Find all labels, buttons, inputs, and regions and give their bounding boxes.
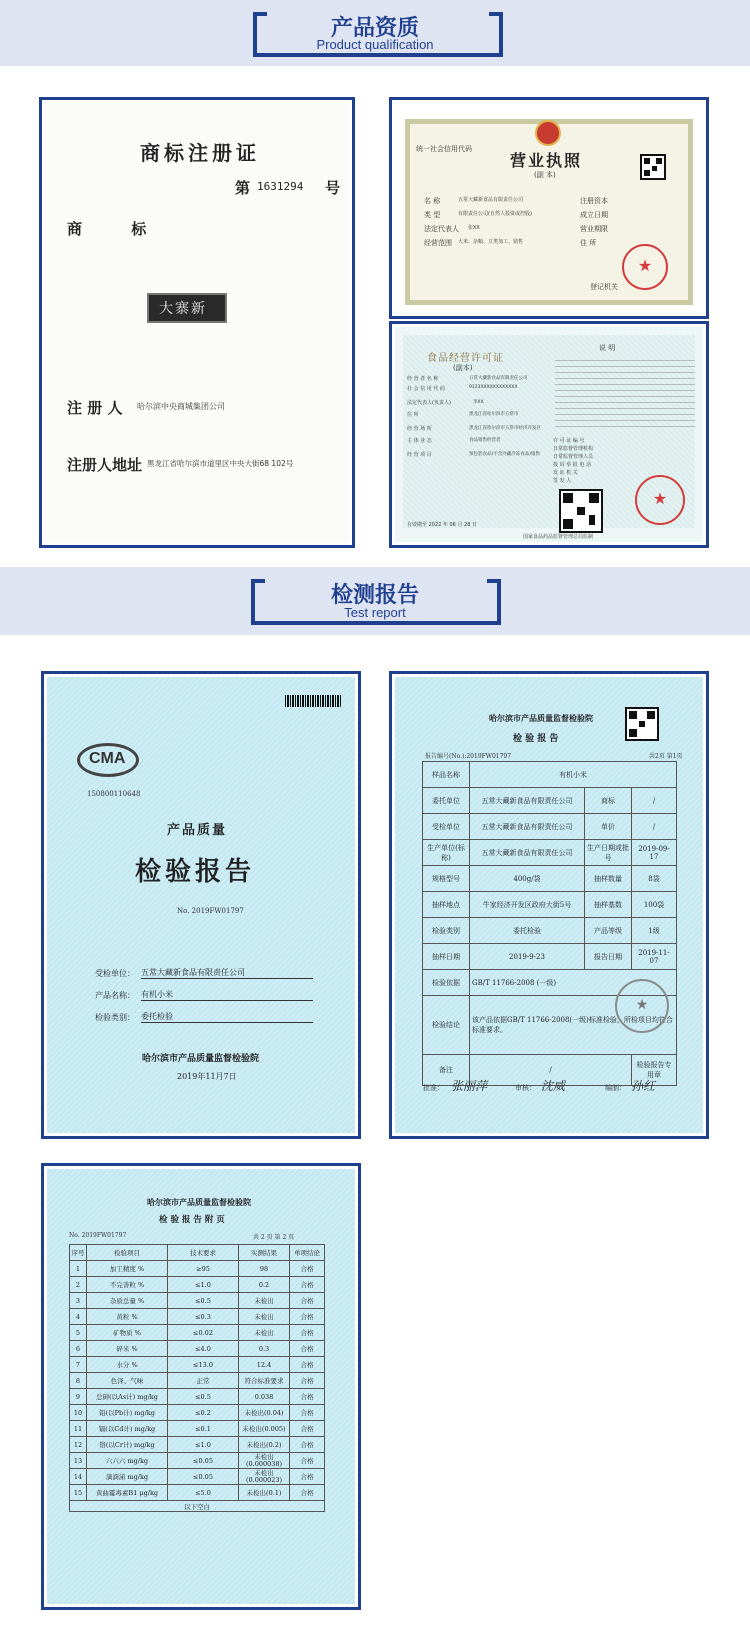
table-cell: 检验类别 xyxy=(423,918,470,944)
field-label: 法定代表人 xyxy=(424,225,459,233)
table-cell: 五常大藏新食品有限责任公司 xyxy=(470,814,585,840)
table-cell: 未检出 (0.000023) xyxy=(239,1469,290,1485)
address-label: 注册人地址 xyxy=(67,456,143,474)
table-row xyxy=(70,1357,325,1373)
table-cell: ≥95 xyxy=(168,1261,239,1277)
table-cell: 抽样数量 xyxy=(585,866,632,892)
table-cell: 2019-11-07 xyxy=(632,944,677,970)
table-cell: 有机小米 xyxy=(470,762,677,788)
mark-label: 商 标 xyxy=(67,220,147,238)
table-cell: 实测结果 xyxy=(239,1245,290,1261)
table-cell: 正常 xyxy=(168,1373,239,1389)
table-cell: 合格 xyxy=(290,1437,325,1453)
table-cell: 1 xyxy=(70,1261,87,1277)
cover-title-small: 产品质量 xyxy=(167,823,228,838)
report-appendix-page xyxy=(41,1163,361,1610)
barcode-icon xyxy=(285,695,341,707)
table-row xyxy=(423,944,677,970)
table-cell: 序号 xyxy=(70,1245,87,1261)
cover-date: 2019年11月7日 xyxy=(177,1072,237,1081)
main-page: 共2页 第1页 xyxy=(649,753,683,760)
main-title: 检 验 报 告 xyxy=(513,734,559,744)
table-cell: 报告日期 xyxy=(585,944,632,970)
table-cell: 8袋 xyxy=(632,866,677,892)
registration-number: 1631294 xyxy=(257,180,304,193)
table-cell: 单项结论 xyxy=(290,1245,325,1261)
table-cell: 合格 xyxy=(290,1309,325,1325)
table-cell: ≤0.2 xyxy=(168,1405,239,1421)
table-cell: ≤0.3 xyxy=(168,1309,239,1325)
table-cell: 该产品依据GB/T 11766-2008(一级)标准检验，所检项目均符合标准要求。 xyxy=(470,996,677,1055)
permit-field-value: 预包装食品(不含冷藏冷冻食品)销售 xyxy=(469,452,541,457)
permit-field-value: 食品销售经营者 xyxy=(469,438,501,443)
table-cell: 色泽、气味 xyxy=(87,1373,168,1389)
table-cell: 检验结论 xyxy=(423,996,470,1055)
report-table xyxy=(422,761,677,1086)
permit-right-label: 日常监督管理人员 xyxy=(553,454,594,460)
table-cell: 牛家经济开发区政府大街5号 xyxy=(470,892,585,918)
permit-field-label: 经 营 场 所 xyxy=(407,426,432,432)
appendix-title: 检 验 报 告 附 页 xyxy=(159,1215,225,1225)
table-cell: ≤13.0 xyxy=(168,1357,239,1373)
permit-validity: 有效期至 2022 年 06 月 28 日 xyxy=(407,522,477,528)
table-cell: ≤0.1 xyxy=(168,1421,239,1437)
table-cell: 商标 xyxy=(585,788,632,814)
qr-code-icon xyxy=(625,707,659,741)
section-title: 检测报告 xyxy=(330,583,419,608)
cover-field-label: 受检单位： xyxy=(95,969,135,978)
table-cell: 合格 xyxy=(290,1453,325,1469)
table-cell: 0.2 xyxy=(239,1277,290,1293)
report-number: No. 2019FW01797 xyxy=(177,907,244,915)
permit-right-label: 投 诉 举 报 电 话 xyxy=(553,462,591,468)
table-cell: 98 xyxy=(239,1261,290,1277)
table-row xyxy=(70,1309,325,1325)
field-value: 张XX xyxy=(468,225,480,231)
table-cell: 3 xyxy=(70,1293,87,1309)
license-copy: (副 本) xyxy=(534,171,556,179)
number-suffix: 号 xyxy=(325,179,341,197)
table-cell: 抽样日期 xyxy=(423,944,470,970)
signer-signature: 沈威 xyxy=(541,1079,566,1093)
table-row xyxy=(70,1485,325,1501)
table-cell: 未检出(0.005) xyxy=(239,1421,290,1437)
cover-field-value: 五常大藏新食品有限责任公司 xyxy=(141,967,313,979)
table-cell: 样品名称 xyxy=(423,762,470,788)
main-institute: 哈尔滨市产品质量监督检验院 xyxy=(489,713,593,723)
table-cell: 14 xyxy=(70,1469,87,1485)
permit-title: 食品经营许可证 xyxy=(427,353,504,364)
signer-label: 批准： xyxy=(423,1084,444,1092)
table-cell: 合格 xyxy=(290,1293,325,1309)
main-number: 报告编号(No.):2019FW01797 xyxy=(425,753,512,760)
qr-code-icon xyxy=(559,489,603,533)
table-cell: 抽样地点 xyxy=(423,892,470,918)
permit-field-value: 李XX xyxy=(473,400,484,405)
table-cell: 水分 % xyxy=(87,1357,168,1373)
table-cell: 合格 xyxy=(290,1485,325,1501)
report-cover xyxy=(41,671,361,1139)
table-row xyxy=(423,918,677,944)
seal-label: 登记机关 xyxy=(590,283,618,291)
table-cell: ≤5.0 xyxy=(168,1485,239,1501)
table-cell: 400g/袋 xyxy=(470,866,585,892)
table-cell: / xyxy=(470,1055,632,1086)
table-cell: 铬(以Cr计) mg/kg xyxy=(87,1437,168,1453)
table-cell: 0.038 xyxy=(239,1389,290,1405)
inspection-seal: ★ xyxy=(615,979,669,1033)
notes-title: 说 明 xyxy=(599,344,616,352)
brand-mark: 大寨新 xyxy=(147,293,227,323)
table-cell: 生产单位(标称) xyxy=(423,840,470,866)
table-cell: 8 xyxy=(70,1373,87,1389)
field-label: 名 称 xyxy=(424,197,441,205)
table-cell: 合格 xyxy=(290,1325,325,1341)
field-label: 经营范围 xyxy=(424,239,452,247)
table-cell: 规格型号 xyxy=(423,866,470,892)
table-cell: 2019-09-17 xyxy=(632,840,677,866)
signer-signature: 张丽萍 xyxy=(451,1079,488,1093)
table-cell: 合格 xyxy=(290,1469,325,1485)
cover-field-value: 委托检验 xyxy=(141,1011,313,1023)
table-cell: 5 xyxy=(70,1325,87,1341)
side-field-label: 住 所 xyxy=(580,239,597,247)
permit-field-label: 社 会 信 用 代 码 xyxy=(407,386,445,392)
table-row xyxy=(70,1293,325,1309)
trademark-certificate xyxy=(39,97,355,548)
permit-right-label: 许 可 证 编 号 xyxy=(553,438,585,444)
cover-title-large: 检验报告 xyxy=(135,857,256,887)
table-cell: 1级 xyxy=(632,918,677,944)
permit-field-label: 经 营 者 名 称 xyxy=(407,376,439,382)
table-cell: 100袋 xyxy=(632,892,677,918)
section-subtitle: Product qualification xyxy=(316,37,434,52)
table-cell: 委托检验 xyxy=(470,918,585,944)
table-row xyxy=(423,788,677,814)
permit-seal: ★ xyxy=(635,475,685,525)
permit-notes xyxy=(555,355,695,431)
table-cell: 六六六 mg/kg xyxy=(87,1453,168,1469)
appendix-number: No. 2019FW01797 xyxy=(69,1232,127,1239)
table-cell: 未检出(0.04) xyxy=(239,1405,290,1421)
cover-field-value: 有机小米 xyxy=(141,989,313,1001)
table-cell: 合格 xyxy=(290,1421,325,1437)
table-row xyxy=(70,1373,325,1389)
table-row xyxy=(70,1325,325,1341)
table-cell: 未检出(0.2) xyxy=(239,1437,290,1453)
signer-label: 审核： xyxy=(515,1084,536,1092)
table-cell: ≤0.5 xyxy=(168,1389,239,1405)
table-row xyxy=(70,1421,325,1437)
table-cell: ≤1.0 xyxy=(168,1277,239,1293)
table-cell: / xyxy=(632,788,677,814)
table-cell: 未检出 xyxy=(239,1325,290,1341)
table-row xyxy=(70,1469,325,1485)
table-cell: 未检出(0.1) xyxy=(239,1485,290,1501)
table-cell: 技术要求 xyxy=(168,1245,239,1261)
table-cell: 12 xyxy=(70,1437,87,1453)
section-header-report xyxy=(0,567,750,635)
side-field-label: 营业期限 xyxy=(580,225,608,233)
permit-field-label: 经 营 项 目 xyxy=(407,452,432,458)
table-cell: 合格 xyxy=(290,1389,325,1405)
table-cell: 黄曲霉毒素B1 μg/kg xyxy=(87,1485,168,1501)
table-cell: 检验报告专用章 xyxy=(632,1055,677,1086)
side-field-label: 成立日期 xyxy=(580,211,608,219)
table-cell: 抽样基数 xyxy=(585,892,632,918)
table-row xyxy=(70,1405,325,1421)
table-cell: ≤0.5 xyxy=(168,1293,239,1309)
table-cell: 未检出 xyxy=(239,1293,290,1309)
table-cell: 黄粒 % xyxy=(87,1309,168,1325)
table-cell: 检验项目 xyxy=(87,1245,168,1261)
permit-right-label: 日常监督管理机构 xyxy=(553,446,594,452)
table-cell: 五常大藏新食品有限责任公司 xyxy=(470,788,585,814)
table-cell: ≤0.05 xyxy=(168,1453,239,1469)
table-row xyxy=(70,1437,325,1453)
permit-field-value: 黑龙江省哈尔滨市五常市 xyxy=(469,412,519,417)
field-label: 类 型 xyxy=(424,211,441,219)
table-row xyxy=(70,1277,325,1293)
side-field-label: 注册资本 xyxy=(580,197,608,205)
table-cell: ≤4.0 xyxy=(168,1341,239,1357)
table-cell: 受检单位 xyxy=(423,814,470,840)
permit-field-value: 五常大藏新食品有限责任公司 xyxy=(469,376,528,381)
table-cell: 矿物质 % xyxy=(87,1325,168,1341)
table-cell: 15 xyxy=(70,1485,87,1501)
business-license xyxy=(389,97,709,319)
permit-field-value: 黑龙江省哈尔滨市五常市经济开发区 xyxy=(469,426,541,431)
permit-footer: 国家食品药品监督管理总局监制 xyxy=(523,534,594,540)
permit-field-label: 法定代表人(负责人) xyxy=(407,400,451,406)
signer-label: 编制： xyxy=(605,1084,626,1092)
table-cell: 11 xyxy=(70,1421,87,1437)
section-header-qualification xyxy=(0,0,750,66)
table-cell: 生产日期或批号 xyxy=(585,840,632,866)
table-cell: 合格 xyxy=(290,1261,325,1277)
table-cell: 合格 xyxy=(290,1405,325,1421)
table-cell: 铅(以Pb计) mg/kg xyxy=(87,1405,168,1421)
table-cell: 合格 xyxy=(290,1373,325,1389)
food-permit xyxy=(389,321,709,548)
table-cell: GB/T 11766-2008 (一级) xyxy=(470,970,677,996)
table-cell: 9 xyxy=(70,1389,87,1405)
table-cell: 2 xyxy=(70,1277,87,1293)
table-cell: ≤0.02 xyxy=(168,1325,239,1341)
address-value: 黑龙江省哈尔滨市道里区中央大街68 102号 xyxy=(147,459,294,468)
table-cell: 镉(以Cd计) mg/kg xyxy=(87,1421,168,1437)
table-row xyxy=(70,1341,325,1357)
table-header-row xyxy=(70,1245,325,1261)
table-cell: 加工精度 % xyxy=(87,1261,168,1277)
table-cell: 不完善粒 % xyxy=(87,1277,168,1293)
number-prefix: 第 xyxy=(235,179,251,197)
appendix-page: 共 2 页 第 2 页 xyxy=(253,1234,295,1241)
permit-right-label: 签 发 人 xyxy=(553,478,572,484)
cma-code: 150800110648 xyxy=(87,790,141,798)
table-row xyxy=(70,1453,325,1469)
permit-copy: (副本) xyxy=(453,364,473,372)
table-row xyxy=(70,1261,325,1277)
table-cell: ≤0.05 xyxy=(168,1469,239,1485)
table-cell: 五常大藏新食品有限责任公司 xyxy=(470,840,585,866)
permit-field-label: 主 体 业 态 xyxy=(407,438,432,444)
license-seal: ★ xyxy=(622,244,668,290)
permit-right-label: 发 证 机 关 xyxy=(553,470,578,476)
field-value: 大米、杂粮、豆类加工、销售 xyxy=(458,239,524,245)
table-cell: 2019-9-23 xyxy=(470,944,585,970)
table-cell: 检验依据 xyxy=(423,970,470,996)
table-cell: 4 xyxy=(70,1309,87,1325)
table-cell: 总砷(以As计) mg/kg xyxy=(87,1389,168,1405)
appendix-institute: 哈尔滨市产品质量监督检验院 xyxy=(147,1197,251,1207)
table-cell: 12.4 xyxy=(239,1357,290,1373)
table-row xyxy=(423,762,677,788)
field-value: 有限责任公司(自然人投资或控股) xyxy=(458,211,532,217)
table-cell: 符合标准要求 xyxy=(239,1373,290,1389)
table-cell: 合格 xyxy=(290,1341,325,1357)
table-cell: 未检出 xyxy=(239,1309,290,1325)
table-row xyxy=(423,840,677,866)
table-cell: 滴滴涕 mg/kg xyxy=(87,1469,168,1485)
cover-field-label: 产品名称： xyxy=(95,991,135,1000)
section-subtitle: Test report xyxy=(344,605,406,620)
permit-field-label: 住 所 xyxy=(407,412,419,418)
cma-logo-icon: CMA xyxy=(77,743,139,777)
table-cell: 13 xyxy=(70,1453,87,1469)
field-value: 五常大藏新食品有限责任公司 xyxy=(458,197,524,203)
table-cell: 单价 xyxy=(585,814,632,840)
table-row xyxy=(70,1389,325,1405)
table-cell: 0.3 xyxy=(239,1341,290,1357)
credit-code-label: 统一社会信用代码 xyxy=(416,145,472,153)
table-cell: 7 xyxy=(70,1357,87,1373)
table-cell: 以下空白 xyxy=(70,1501,325,1512)
registrant-label: 注 册 人 xyxy=(67,399,123,417)
table-footer-row xyxy=(70,1501,325,1512)
table-cell: 碎米 % xyxy=(87,1341,168,1357)
table-cell: 杂质总量 % xyxy=(87,1293,168,1309)
table-cell: 产品等级 xyxy=(585,918,632,944)
permit-field-value: 9123XXXXXXXXXXXX xyxy=(469,385,518,390)
cover-field-label: 检验类别： xyxy=(95,1013,135,1022)
table-cell: 委托单位 xyxy=(423,788,470,814)
table-cell: 10 xyxy=(70,1405,87,1421)
qr-code-icon xyxy=(640,154,666,180)
table-row xyxy=(423,892,677,918)
appendix-table xyxy=(69,1244,325,1512)
table-cell: 合格 xyxy=(290,1277,325,1293)
table-cell: / xyxy=(632,814,677,840)
registrant-value: 哈尔滨中央商城集团公司 xyxy=(137,402,225,411)
national-emblem-icon xyxy=(535,120,561,146)
trademark-title: 商标注册证 xyxy=(140,141,260,165)
cover-institute: 哈尔滨市产品质量监督检验院 xyxy=(142,1054,260,1064)
table-row xyxy=(423,866,677,892)
table-cell: 合格 xyxy=(290,1357,325,1373)
table-cell: 6 xyxy=(70,1341,87,1357)
license-title: 营业执照 xyxy=(510,151,583,170)
table-cell: 未检出 (0.000038) xyxy=(239,1453,290,1469)
section-title: 产品资质 xyxy=(330,16,419,41)
table-cell: 备注 xyxy=(423,1055,470,1086)
table-row xyxy=(423,814,677,840)
report-main-page xyxy=(389,671,709,1139)
table-cell: ≤1.0 xyxy=(168,1437,239,1453)
signer-signature: 孙红 xyxy=(631,1079,656,1093)
